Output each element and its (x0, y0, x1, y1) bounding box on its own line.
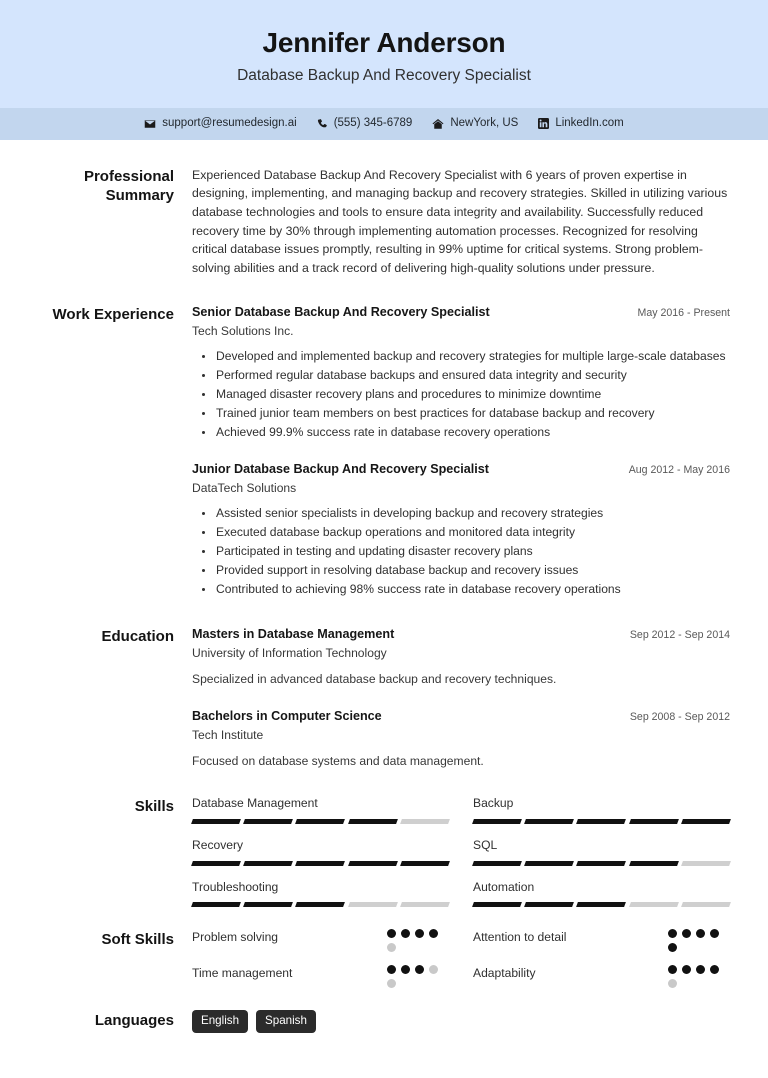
skill-segment (348, 902, 398, 907)
contact-bar (0, 108, 768, 140)
education-entry-header (192, 708, 730, 725)
rating-dot (682, 929, 691, 938)
resume-body (0, 140, 768, 1033)
contact-label: support@resumedesign.ai (162, 116, 297, 129)
experience-entry (192, 461, 730, 598)
education-degree: Masters in Database Management (192, 626, 395, 641)
skill-segment (243, 902, 293, 907)
section-skills (38, 796, 730, 907)
resume-header (0, 0, 768, 108)
skill-segment (295, 902, 345, 907)
experience-date: May 2016 - Present (637, 306, 730, 319)
rating-dot (387, 929, 396, 938)
experience-bullet: Trained junior team members on best practices for database backup and recovery (192, 405, 730, 422)
page-title: Jennifer Anderson (262, 27, 506, 58)
experience-bullet: Managed disaster recovery plans and procedures to minimize downtime (192, 386, 730, 403)
contact-label: LinkedIn.com (555, 116, 624, 129)
soft-skill-item (473, 965, 730, 988)
experience-entry (192, 304, 730, 441)
section-label-experience: Work Experience (52, 305, 174, 323)
experience-bullet: Achieved 99.9% success rate in database recovery operations (192, 424, 730, 441)
skill-level-bar (473, 902, 730, 907)
experience-role: Senior Database Backup And Recovery Specialist (192, 304, 490, 319)
section-label-skills: Skills (134, 798, 174, 816)
rating-dot (415, 929, 424, 938)
rating-dot (668, 929, 677, 938)
skill-item (473, 838, 730, 866)
skill-item (192, 880, 449, 908)
rating-dot (429, 965, 438, 974)
skill-segment (524, 819, 574, 824)
soft-skill-rating (387, 965, 449, 988)
skill-segment (348, 861, 398, 866)
rating-dot (401, 965, 410, 974)
skill-segment (524, 861, 574, 866)
contact-label: NewYork, US (450, 116, 519, 129)
section-label-summary: Professional Summary (83, 167, 174, 205)
skill-name: Troubleshooting (192, 879, 279, 894)
linkedin-icon (538, 118, 549, 129)
experience-bullet-list (192, 505, 730, 598)
education-note: Specialized in advanced database backup and recovery techniques. (192, 672, 557, 687)
summary-text: Experienced Database Backup And Recovery Specialist with 6 years of proven expertise in designing, implementing, and managing backup and recovery strategies. Skilled in utilizing various database technologies and tools to ensure data integrity and availability. Successfully reduced recovery time by 30% through implementing automation processes. Recognized for resolving critical database issues promptly, resulting in 99% uptime for critical systems. Strong problem-solving abilities and a track record of delivering high-quality solutions under pressure. (192, 167, 728, 275)
language-pill[interactable]: Spanish (256, 1010, 316, 1032)
rating-dot (387, 943, 396, 952)
skill-segment (243, 819, 293, 824)
envelope-icon (144, 118, 156, 130)
education-school: University of Information Technology (192, 645, 387, 660)
contact-item-linkedin[interactable] (538, 118, 623, 130)
skill-segment (400, 861, 450, 866)
rating-dot (668, 979, 677, 988)
skill-name: Automation (473, 879, 535, 894)
skill-segment (681, 819, 731, 824)
skill-segment (472, 861, 522, 866)
skill-segment (576, 819, 626, 824)
skill-level-bar (192, 819, 449, 824)
skill-segment (295, 861, 345, 866)
experience-bullet: Performed regular database backups and ensured data integrity and security (192, 367, 730, 384)
skill-name: SQL (473, 838, 498, 853)
skill-segment (524, 902, 574, 907)
section-work-experience (38, 304, 730, 600)
education-entry (192, 626, 730, 688)
skill-segment (243, 861, 293, 866)
section-label-education: Education (101, 627, 174, 645)
rating-dot (387, 979, 396, 988)
language-pill[interactable]: English (192, 1010, 248, 1032)
soft-skill-item (192, 965, 449, 988)
skill-segment (681, 902, 731, 907)
section-languages (38, 1010, 730, 1032)
education-entry (192, 708, 730, 770)
skill-segment (191, 861, 241, 866)
skill-level-bar (192, 861, 449, 866)
phone-icon (317, 118, 328, 130)
skill-item (473, 796, 730, 824)
experience-entry-header (192, 461, 730, 478)
rating-dot (415, 965, 424, 974)
soft-skill-name: Problem solving (192, 930, 279, 945)
skill-segment (348, 819, 398, 824)
soft-skill-name: Attention to detail (473, 930, 567, 945)
skill-segment (295, 819, 345, 824)
section-soft-skills (38, 929, 730, 988)
home-icon (432, 118, 444, 130)
experience-bullet: Assisted senior specialists in developing backup and recovery strategies (192, 505, 730, 522)
experience-bullet: Participated in testing and updating disaster recovery plans (192, 543, 730, 560)
skill-segment (191, 819, 241, 824)
skill-segment (576, 861, 626, 866)
education-school: Tech Institute (192, 728, 264, 743)
skill-segment (576, 902, 626, 907)
skill-level-bar (473, 819, 730, 824)
rating-dot (401, 929, 410, 938)
experience-bullet-list (192, 348, 730, 441)
rating-dot (387, 965, 396, 974)
job-title: Database Backup And Recovery Specialist (237, 67, 531, 85)
soft-skill-item (473, 929, 730, 952)
rating-dot (710, 965, 719, 974)
experience-company: DataTech Solutions (192, 481, 297, 495)
experience-bullet: Provided support in resolving database backup and recovery issues (192, 562, 730, 579)
section-label-soft-skills: Soft Skills (101, 931, 174, 949)
soft-skill-rating (668, 929, 730, 952)
soft-skill-item (192, 929, 449, 952)
soft-skill-name: Adaptability (473, 966, 536, 981)
skill-segment (400, 819, 450, 824)
skill-name: Recovery (192, 838, 244, 853)
skill-segment (400, 902, 450, 907)
skill-level-bar (192, 902, 449, 907)
rating-dot (710, 929, 719, 938)
rating-dot (696, 965, 705, 974)
experience-role: Junior Database Backup And Recovery Specialist (192, 462, 489, 476)
skill-item (192, 796, 449, 824)
experience-bullet: Executed database backup operations and monitored data integrity (192, 524, 730, 541)
skill-segment (629, 902, 679, 907)
experience-date: Aug 2012 - May 2016 (628, 464, 730, 476)
section-label-languages: Languages (94, 1012, 174, 1030)
rating-dot (668, 965, 677, 974)
section-education (38, 626, 730, 770)
contact-label: (555) 345-6789 (333, 116, 413, 129)
section-professional-summary (38, 166, 730, 278)
skill-item (192, 838, 449, 866)
rating-dot (668, 943, 677, 952)
education-note: Focused on database systems and data management. (192, 754, 484, 769)
skill-segment (681, 861, 731, 866)
experience-bullet: Contributed to achieving 98% success rate in database recovery operations (192, 581, 730, 598)
soft-skill-rating (668, 965, 730, 988)
skill-segment (472, 819, 522, 824)
skill-name: Database Management (192, 796, 318, 811)
experience-company: Tech Solutions Inc. (192, 323, 294, 338)
skill-segment (191, 902, 241, 907)
education-entry-header (192, 626, 730, 643)
skill-segment (472, 902, 522, 907)
skill-item (473, 880, 730, 908)
contact-item-envelope[interactable] (144, 118, 296, 130)
experience-bullet: Developed and implemented backup and recovery strategies for multiple large-scale databases (192, 348, 730, 365)
education-date: Sep 2008 - Sep 2012 (629, 711, 730, 724)
skill-name: Backup (473, 796, 514, 811)
skill-level-bar (473, 861, 730, 866)
skill-segment (629, 819, 679, 824)
soft-skill-name: Time management (192, 966, 293, 981)
contact-item-phone[interactable] (317, 118, 413, 130)
education-date: Sep 2012 - Sep 2014 (629, 628, 730, 641)
skill-segment (629, 861, 679, 866)
rating-dot (696, 929, 705, 938)
education-degree: Bachelors in Computer Science (192, 709, 382, 724)
rating-dot (429, 929, 438, 938)
soft-skill-rating (387, 929, 449, 952)
rating-dot (682, 965, 691, 974)
contact-item-home[interactable] (432, 118, 518, 130)
experience-entry-header (192, 304, 730, 321)
